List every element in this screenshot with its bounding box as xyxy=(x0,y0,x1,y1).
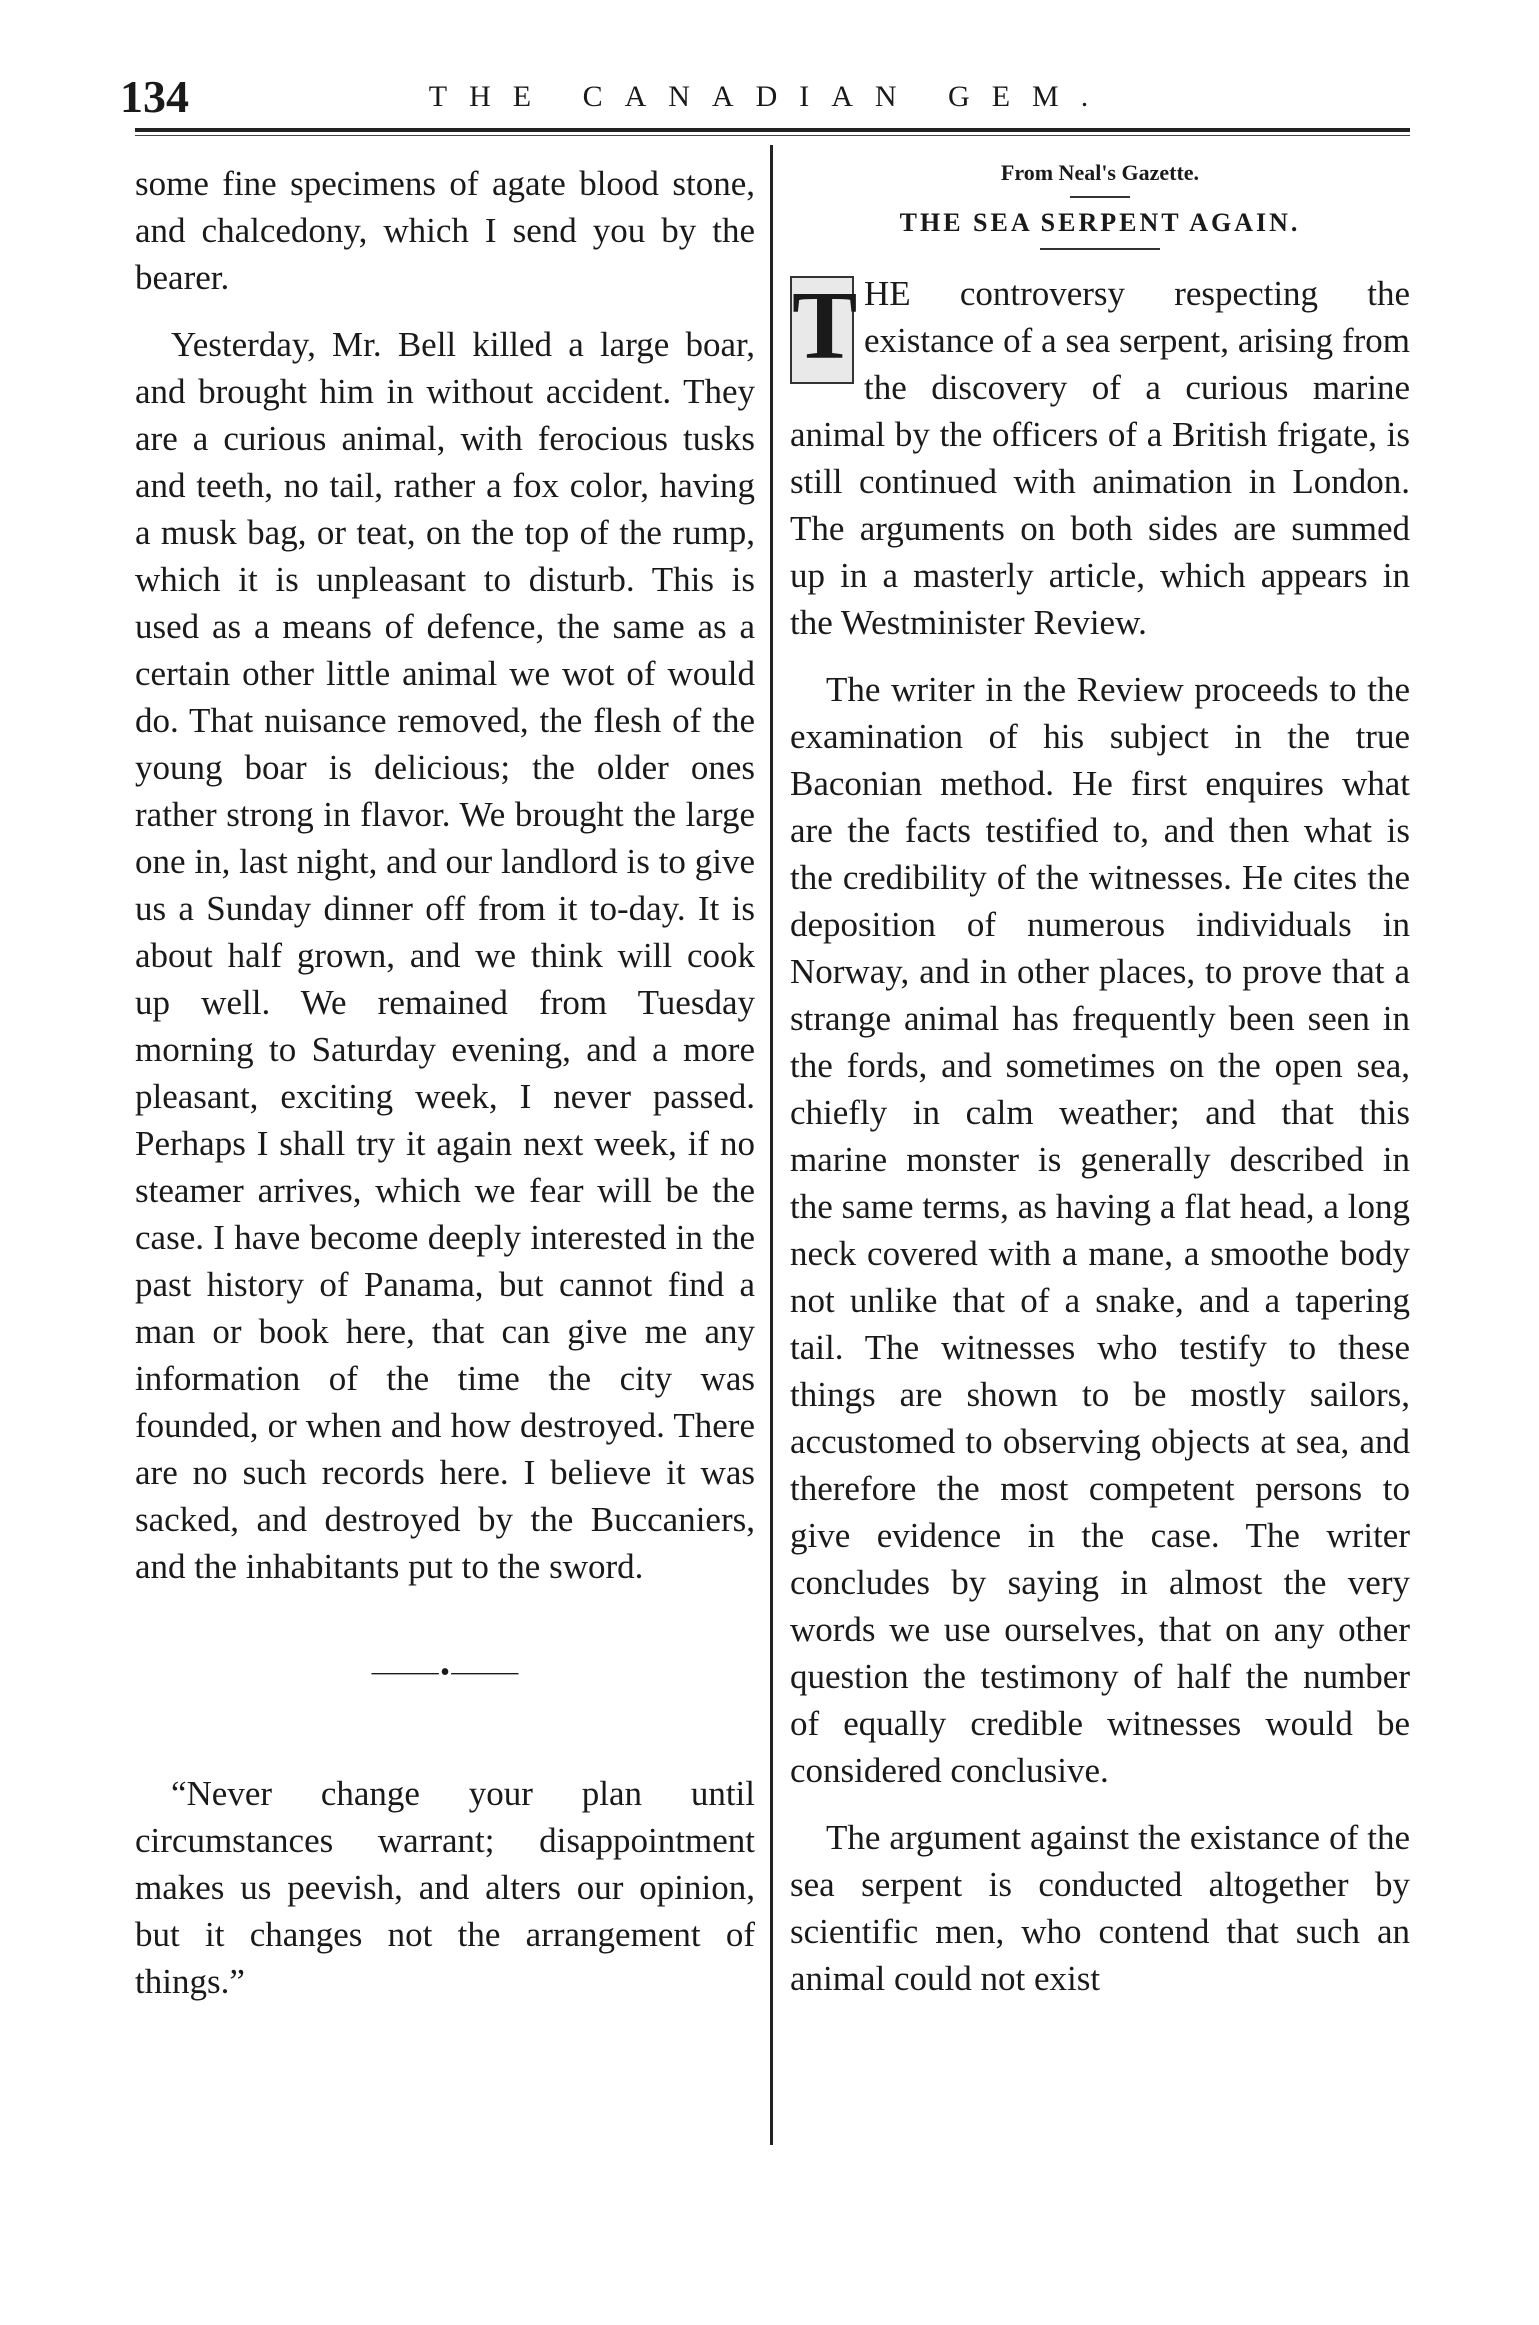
left-paragraph-1: some fine specimens of agate blood stone, and chalcedony, which I send you by the bearer. xyxy=(135,164,755,297)
article-source: From Neal's Gazette. xyxy=(1000,160,1200,185)
left-column xyxy=(135,160,755,2025)
article-headline: THE SEA SERPENT AGAIN. xyxy=(899,208,1301,237)
header-rule-thin xyxy=(135,135,1410,136)
quote-paragraph: “Never change your plan until circumstances warrant; disappointment makes us peevish, and alters our opinion, but it changes not the arrangement of things.” xyxy=(135,1774,755,2001)
right-paragraph-1 xyxy=(790,270,1410,646)
header-rule xyxy=(135,128,1410,132)
page-number: 134 xyxy=(120,71,189,122)
source-rule xyxy=(1070,196,1130,198)
column-divider xyxy=(770,145,773,2145)
right-paragraph-2: The writer in the Review proceeds to the examination of his subject in the true Baconian method. He first enquires what are the facts testified to, and then what is the credibility of the witnesses. He cites the deposition of numerous individuals in Norway, and in other places, to prove that a strange animal has frequently been seen in the fords, and sometimes on the open sea, chiefly in calm weather; and that this marine monster is generally described in the same terms, as having a flat head, a long neck covered with a mane, a smoothe body not unlike that of a snake, and a tapering tail. The witnesses who testify to these things are shown to be mostly sailors, accustomed to observing objects at sea, and therefore the most competent persons to give evidence in the case. The writer concludes by saying in almost the very words we use ourselves, that on any other question the testimony of half the number of equally credible witnesses would be considered conclusive. xyxy=(790,670,1410,1790)
running-title: THE CANADIAN GEM. xyxy=(428,80,1111,113)
ornament-divider: ⸻•⸻ xyxy=(370,1657,520,1688)
left-paragraph-2: Yesterday, Mr. Bell killed a large boar, and brought him in without accident. They are a curious animal, with ferocious tusks and teeth, no tail, rather a fox color, having a musk bag, or teat, on the top of the rump, which it is unpleasant to disturb. This is used as a means of defence, the same as a certain other little animal we wot of would do. That nuisance removed, the flesh of the young boar is delicious; the older ones rather strong in flavor. We brought the large one in, last night, and our landlord is to give us a Sunday dinner off from it to-day. It is about half grown, and we think will cook up well. We remained from Tuesday morning to Saturday evening, and a more pleasant, exciting week, I never passed. Perhaps I shall try it again next week, if no steamer arrives, which we fear will be the case. I have become deeply interested in the past history of Panama, but cannot find a man or book here, that can give me any information of the time the city was founded, or when and how destroyed. There are no such records here. I believe it was sacked, and destroyed by the Buccaniers, and the inhabitants put to the sword. xyxy=(135,325,755,1586)
right-paragraph-1-text: HE controversy respecting the existance of a sea serpent, arising from the discovery of a curious marine animal by the officers of a British frigate, is still continued with animation in London. The arguments on both sides are summed up in a masterly article, which appears in the Westminister Review. xyxy=(790,274,1410,642)
right-column xyxy=(790,160,1410,2022)
headline-rule xyxy=(1040,248,1160,250)
right-paragraph-3: The argument against the existance of the sea serpent is conducted altogether by scientific men, who contend that such an animal could not exist xyxy=(790,1818,1410,1998)
drop-cap-letter: T xyxy=(790,276,854,384)
